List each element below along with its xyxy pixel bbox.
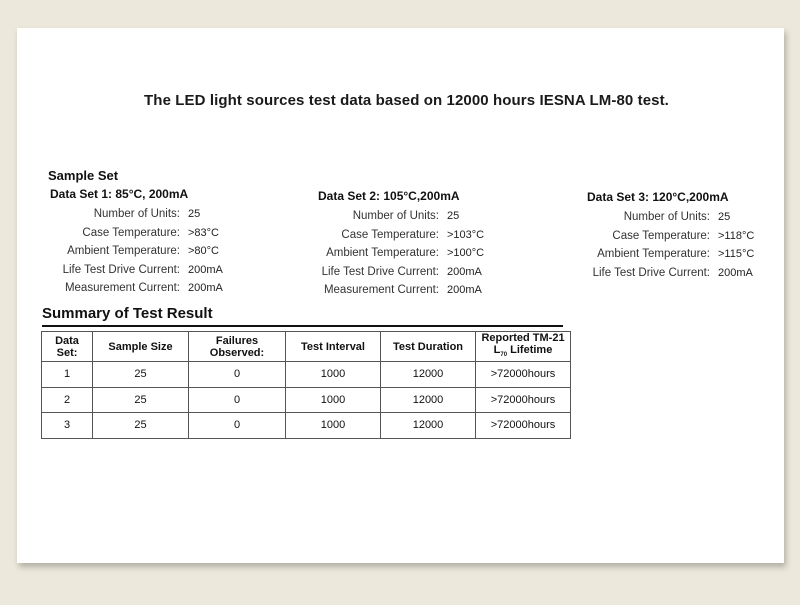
document-card [17, 28, 784, 563]
row-value: >103°C [447, 228, 485, 241]
row-value: 200mA [447, 284, 482, 296]
summary-divider [42, 325, 563, 327]
row-value: >80°C [188, 245, 220, 257]
row-value: >115°C [718, 248, 755, 260]
col-test-duration: Test Duration [381, 332, 476, 362]
row-label: Case Temperature: [612, 229, 710, 242]
data-set-row [318, 266, 484, 285]
data-set-3-heading: Data Set 3: 120°C,200mA [587, 190, 729, 204]
data-set-row [587, 230, 754, 249]
row-label: Life Test Drive Current: [592, 266, 710, 279]
col-sample-size: Sample Size [93, 332, 189, 362]
row-value: 25 [188, 208, 201, 220]
col-failures: Failures Observed: [189, 332, 286, 362]
data-set-row [50, 282, 223, 301]
cell-interval: 1000 [286, 413, 381, 439]
cell-interval: 1000 [286, 362, 381, 388]
data-set-row [587, 248, 754, 267]
data-set-row [318, 284, 484, 303]
row-label: Measurement Current: [323, 284, 439, 296]
cell-duration: 12000 [381, 413, 476, 439]
data-set-1-heading: Data Set 1: 85°C, 200mA [50, 187, 189, 201]
cell-lifetime: >72000hours [476, 387, 571, 413]
cell-set: 2 [42, 387, 93, 413]
row-label: Case Temperature: [82, 226, 180, 239]
cell-failures: 0 [189, 387, 286, 413]
row-value: 25 [447, 210, 460, 222]
row-label: Measurement Current: [64, 282, 180, 294]
row-label: Number of Units: [352, 210, 439, 222]
row-label: Number of Units: [93, 208, 180, 220]
data-set-row [318, 247, 484, 266]
summary-table [41, 331, 571, 439]
cell-sample: 25 [93, 387, 189, 413]
row-value: 200mA [718, 266, 753, 279]
cell-failures: 0 [189, 362, 286, 388]
table-row [42, 413, 571, 439]
row-value: >83°C [188, 226, 220, 239]
table-row [42, 362, 571, 388]
cell-failures: 0 [189, 413, 286, 439]
row-value: >100°C [447, 247, 485, 259]
row-value: 200mA [188, 282, 223, 294]
data-set-row [587, 211, 754, 230]
data-set-1 [50, 187, 223, 301]
col-data-set: Data Set: [42, 332, 93, 362]
row-label: Life Test Drive Current: [321, 265, 439, 278]
cell-duration: 12000 [381, 362, 476, 388]
row-label: Ambient Temperature: [326, 247, 439, 259]
cell-set: 1 [42, 362, 93, 388]
row-label: Ambient Temperature: [597, 248, 710, 260]
sample-set-heading: Sample Set [48, 168, 119, 183]
col-test-interval: Test Interval [286, 332, 381, 362]
row-label: Case Temperature: [341, 228, 439, 241]
page-title: The LED light sources test data based on 12000 hours IESNA LM-80 test. [144, 92, 669, 109]
cell-sample: 25 [93, 413, 189, 439]
data-set-row [50, 208, 223, 227]
table-row [42, 387, 571, 413]
row-value: 200mA [447, 265, 482, 278]
data-set-row [50, 227, 223, 246]
data-set-3 [587, 190, 754, 285]
row-label: Life Test Drive Current: [62, 263, 180, 276]
table-header-row [42, 332, 571, 362]
row-value: 200mA [188, 263, 223, 276]
cell-set: 3 [42, 413, 93, 439]
row-value: >118°C [718, 229, 755, 242]
data-set-row [587, 267, 754, 286]
col-reported-lifetime: Reported TM-21 $L_{70}$ Lifetime [476, 332, 571, 362]
data-set-row [318, 210, 484, 229]
cell-interval: 1000 [286, 387, 381, 413]
cell-lifetime: >72000hours [476, 413, 571, 439]
cell-sample: 25 [93, 362, 189, 388]
data-set-row [50, 264, 223, 283]
data-set-row [318, 229, 484, 248]
data-set-2 [318, 189, 484, 303]
summary-heading: Summary of Test Result [42, 305, 213, 322]
row-label: Number of Units: [623, 211, 710, 223]
data-set-row [50, 245, 223, 264]
row-value: 25 [718, 211, 731, 223]
row-label: Ambient Temperature: [67, 245, 180, 257]
cell-duration: 12000 [381, 387, 476, 413]
data-set-2-heading: Data Set 2: 105°C,200mA [318, 189, 460, 203]
cell-lifetime: >72000hours [476, 362, 571, 388]
